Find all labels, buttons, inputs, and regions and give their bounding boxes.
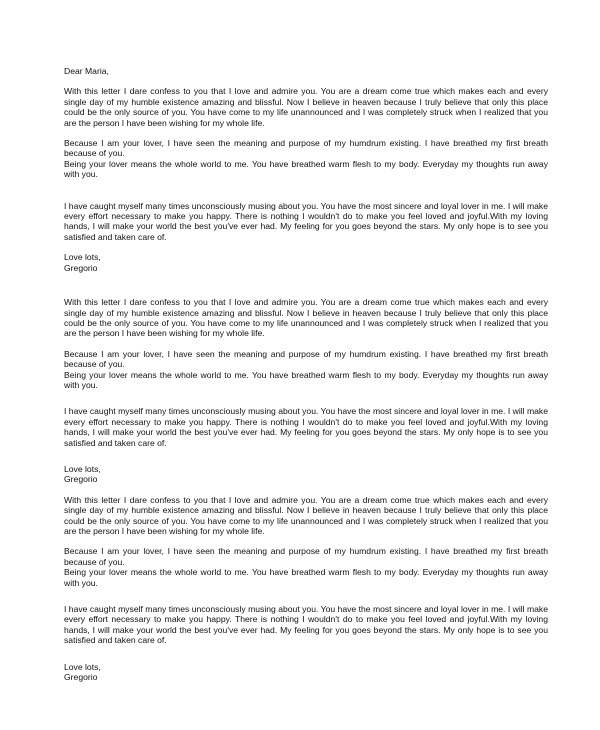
letter-signature: Gregorio bbox=[64, 672, 98, 683]
letter-greeting: Dear Maria, bbox=[64, 66, 109, 76]
letter-signature: Gregorio bbox=[64, 262, 98, 273]
letter-paragraph: With this letter I dare confess to you that I love and admire you. You are a dream come true which makes each and every single day of my humble existence amazing and blissful. Now I believe in heaven because I truly believe that only this place could be the only source of you. You have come to my life unannounced and I was completely struck when I realized that you are the person I have been wishing for my whole life. bbox=[64, 86, 548, 128]
letter-signature: Gregorio bbox=[64, 474, 98, 485]
letter-paragraph: I have caught myself many times unconsciously musing about you. You have the most sincere and loyal lover in me. I will make every effort necessary to make you happy. There is nothing I wouldn't do to make you feel loved and joyful.With my loving hands, I will make your world the best you've ever had. My feeling for you goes beyond the stars. My only hope is to see you satisfied and taken care of. bbox=[64, 604, 548, 646]
letter-paragraph: I have caught myself many times unconsciously musing about you. You have the most sincere and loyal lover in me. I will make every effort necessary to make you happy. There is nothing I wouldn't do to make you feel loved and joyful.With my loving hands, I will make your world the best you've ever had. My feeling for you goes beyond the stars. My only hope is to see you satisfied and taken care of. bbox=[64, 200, 548, 242]
letter-paragraph: Because I am your lover, I have seen the meaning and purpose of my humdrum existing. I have breathed my first breath because of you. bbox=[64, 546, 548, 567]
letter-body bbox=[64, 66, 548, 682]
letter-paragraph: Being your lover means the whole world to me. You have breathed warm flesh to my body. Everyday my thoughts run away with you. bbox=[64, 567, 548, 588]
letter-paragraph: With this letter I dare confess to you that I love and admire you. You are a dream come true which makes each and every single day of my humble existence amazing and blissful. Now I believe in heaven because I truly believe that only this place could be the only source of you. You have come to my life unannounced and I was completely struck when I realized that you are the person I have been wishing for my whole life. bbox=[64, 494, 548, 536]
letter-paragraph: Being your lover means the whole world to me. You have breathed warm flesh to my body. Everyday my thoughts run away with you. bbox=[64, 369, 548, 390]
letter-paragraph: Because I am your lover, I have seen the meaning and purpose of my humdrum existing. I have breathed my first breath because of you. bbox=[64, 138, 548, 159]
letter-paragraph: Because I am your lover, I have seen the meaning and purpose of my humdrum existing. I have breathed my first breath because of you. bbox=[64, 348, 548, 370]
letter-paragraph: I have caught myself many times unconsciously musing about you. You have the most sincere and loyal lover in me. I will make every effort necessary to make you happy. There is nothing I wouldn't do to make you feel loved and joyful.With my loving hands, I will make your world the best you've ever had. My feeling for you goes beyond the stars. My only hope is to see you satisfied and taken care of. bbox=[64, 406, 548, 448]
letter-paragraph: With this letter I dare confess to you that I love and admire you. You are a dream come true which makes each and every single day of my humble existence amazing and blissful. Now I believe in heaven because I truly believe that only this place could be the only source of you. You have come to my life unannounced and I was completely struck when I realized that you are the person I have been wishing for my whole life. bbox=[64, 297, 548, 339]
letter-closing: Love lots, bbox=[64, 463, 101, 474]
letter-closing: Love lots, bbox=[64, 252, 101, 263]
letter-paragraph: Being your lover means the whole world to me. You have breathed warm flesh to my body. Everyday my thoughts run away with you. bbox=[64, 158, 548, 180]
letter-closing: Love lots, bbox=[64, 661, 101, 672]
